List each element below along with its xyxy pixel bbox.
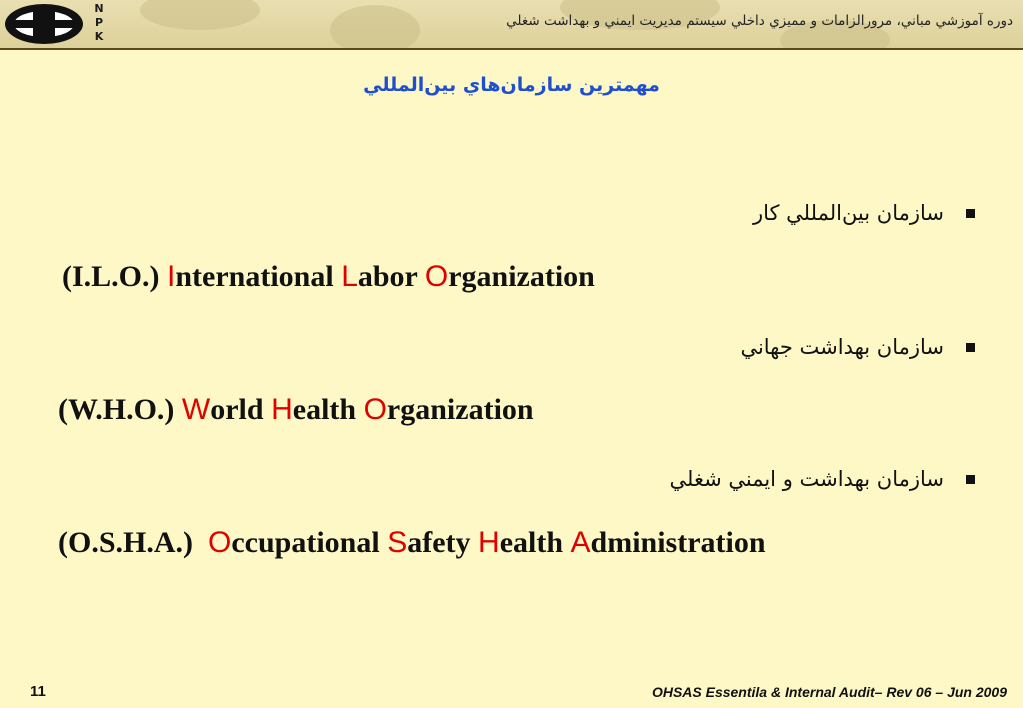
word-initial: O [363, 393, 387, 426]
word-initial: A [570, 526, 591, 559]
bullet-item [670, 464, 976, 494]
map-decoration [140, 0, 260, 30]
bullet-square-icon [966, 343, 975, 352]
org-persian-name: سازمان بهداشت جهاني [740, 335, 944, 359]
word-rest: ccupational [231, 526, 380, 559]
page-number: 11 [30, 683, 46, 700]
org-english-name [58, 526, 766, 560]
logo-letter: K [94, 30, 104, 43]
logo-letter: N [94, 2, 104, 15]
word-initial: W [181, 393, 211, 426]
bullet-item [740, 332, 975, 362]
footer-caption: OHSAS Essentila & Internal Audit– Rev 06 – Jun 2009 [651, 684, 1007, 700]
course-title: دوره آموزشي مباني، مرورالزامات و مميزي داخلي سيستم مديريت ايمني و بهداشت شغلي [506, 13, 1013, 29]
org-persian-name: سازمان بين‌المللي كار [752, 201, 944, 225]
org-abbreviation: (O.S.H.A.) [58, 526, 193, 559]
org-abbreviation: (I.L.O.) [62, 260, 160, 293]
word-rest: orld [210, 393, 264, 426]
word-initial: H [271, 393, 293, 426]
word-rest: abor [357, 260, 418, 293]
bullet-square-icon [966, 209, 975, 218]
word-initial: H [478, 526, 500, 559]
header-bar [0, 0, 1023, 50]
word-initial: L [341, 260, 358, 293]
bullet-square-icon [966, 475, 975, 484]
word-rest: rganization [448, 260, 595, 293]
word-initial: S [387, 526, 408, 559]
company-logo-icon [3, 2, 85, 46]
word-rest: dministration [590, 526, 766, 559]
word-rest: ealth [292, 393, 357, 426]
bullet-item [753, 198, 975, 228]
org-persian-name: سازمان بهداشت و ايمني شغلي [669, 467, 944, 491]
word-initial: O [208, 526, 232, 559]
word-rest: afety [407, 526, 471, 559]
word-initial: O [424, 260, 449, 293]
word-rest: ealth [499, 526, 564, 559]
logo-letters [92, 2, 106, 44]
org-english-name [58, 393, 534, 427]
word-rest: nternational [175, 260, 334, 293]
slide-title: مهمترين سازمان‌هاي بين‌المللي [363, 74, 660, 96]
org-english-name [62, 260, 595, 294]
logo-letter: P [94, 16, 104, 29]
word-initial: I [167, 260, 176, 293]
word-rest: rganization [386, 393, 534, 426]
org-abbreviation: (W.H.O.) [58, 393, 175, 426]
map-decoration [330, 5, 420, 50]
